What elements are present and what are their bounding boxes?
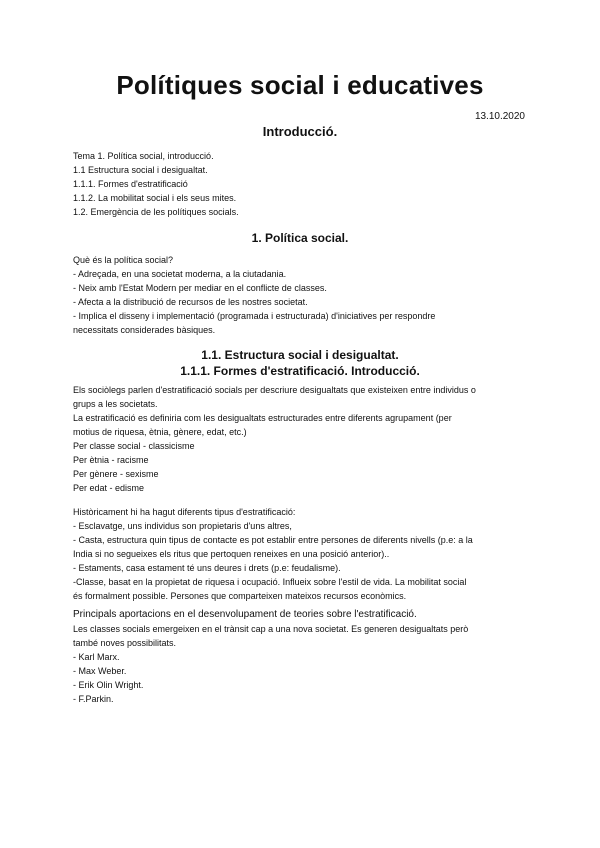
paragraph-line: motius de riquesa, ètnia, gènere, edat, etc.) bbox=[73, 427, 247, 437]
paragraph-line: Què és la política social? bbox=[73, 255, 174, 265]
paragraph-line: Per ètnia - racisme bbox=[73, 455, 149, 465]
table-of-contents bbox=[73, 149, 533, 219]
toc-item: 1.2. Emergència de les polítiques socials. bbox=[73, 207, 239, 217]
paragraph-line: - Esclavatge, uns individus son propietaris d'uns altres, bbox=[73, 521, 292, 531]
theories-body bbox=[73, 608, 533, 706]
document-date: 13.10.2020 bbox=[474, 111, 525, 122]
paragraph-line: - Implica el disseny i implementació (programada i estructurada) d'iniciatives per respondre bbox=[73, 311, 436, 321]
paragraph-line: Els sociòlegs parlen d'estratificació socials per descriure desigualtats que existeixen entre individus o bbox=[73, 385, 476, 395]
list-item: - Karl Marx. bbox=[73, 652, 120, 662]
paragraph-line: Per gènere - sexisme bbox=[73, 469, 159, 479]
paragraph-line: Per edat - edisme bbox=[73, 483, 145, 493]
section-1-1-heading: 1.1. Estructura social i desigualtat. bbox=[201, 348, 399, 362]
toc-item: 1.1.1. Formes d'estratificació bbox=[73, 179, 188, 189]
paragraph-line: - Neix amb l'Estat Modern per mediar en el conflicte de classes. bbox=[73, 283, 327, 293]
section-1-body bbox=[73, 253, 533, 337]
list-item: - F.Parkin. bbox=[73, 694, 114, 704]
history-body bbox=[73, 505, 533, 603]
paragraph-line: Per classe social - classicisme bbox=[73, 441, 195, 451]
paragraph-line: Les classes socials emergeixen en el trànsit cap a una nova societat. Es generen desigualtats però bbox=[73, 624, 469, 634]
intro-heading: Introducció. bbox=[262, 124, 338, 139]
paragraph-line: Històricament hi ha hagut diferents tipus d'estratificació: bbox=[73, 507, 296, 517]
list-item: - Max Weber. bbox=[73, 666, 127, 676]
paragraph-line: - Afecta a la distribució de recursos de les nostres societat. bbox=[73, 297, 308, 307]
paragraph-line: també noves possibilitats. bbox=[73, 638, 177, 648]
document-title: Polítiques social i educatives bbox=[116, 70, 484, 100]
list-item: - Erik Olin Wright. bbox=[73, 680, 144, 690]
paragraph-line: necessitats considerades bàsiques. bbox=[73, 325, 216, 335]
paragraph-line: - Adreçada, en una societat moderna, a la ciutadania. bbox=[73, 269, 287, 279]
paragraph-line: - Estaments, casa estament té uns deures i drets (p.e: feudalisme). bbox=[73, 563, 341, 573]
paragraph-line: La estratificació es definiria com les desigualtats estructurades entre diferents agrupament (per bbox=[73, 413, 452, 423]
paragraph-line: India si no segueixes els ritus que pertoquen reneixes en una posició anterior).. bbox=[73, 549, 390, 559]
section-1-heading: 1. Política social. bbox=[251, 231, 349, 245]
section-1-1-1-body bbox=[73, 383, 533, 495]
paragraph-line: grups a les societats. bbox=[73, 399, 158, 409]
paragraph-line: -Classe, basat en la propietat de riquesa i ocupació. Influeix sobre l'estil de vida. La mobilitat social bbox=[73, 577, 467, 587]
section-1-1-1-heading: 1.1.1. Formes d'estratificació. Introducció. bbox=[180, 364, 420, 378]
toc-item: Tema 1. Política social, introducció. bbox=[73, 151, 214, 161]
paragraph-line: és formalment possible. Persones que comparteixen mateixos recursos econòmics. bbox=[73, 591, 407, 601]
paragraph-line: Principals aportacions en el desenvolupament de teories sobre l'estratificació. bbox=[73, 609, 417, 620]
paragraph-line: - Casta, estructura quin tipus de contacte es pot establir entre persones de diferents nivells (p.e: a la bbox=[73, 535, 473, 545]
toc-item: 1.1 Estructura social i desigualtat. bbox=[73, 165, 208, 175]
toc-item: 1.1.2. La mobilitat social i els seus mites. bbox=[73, 193, 237, 203]
